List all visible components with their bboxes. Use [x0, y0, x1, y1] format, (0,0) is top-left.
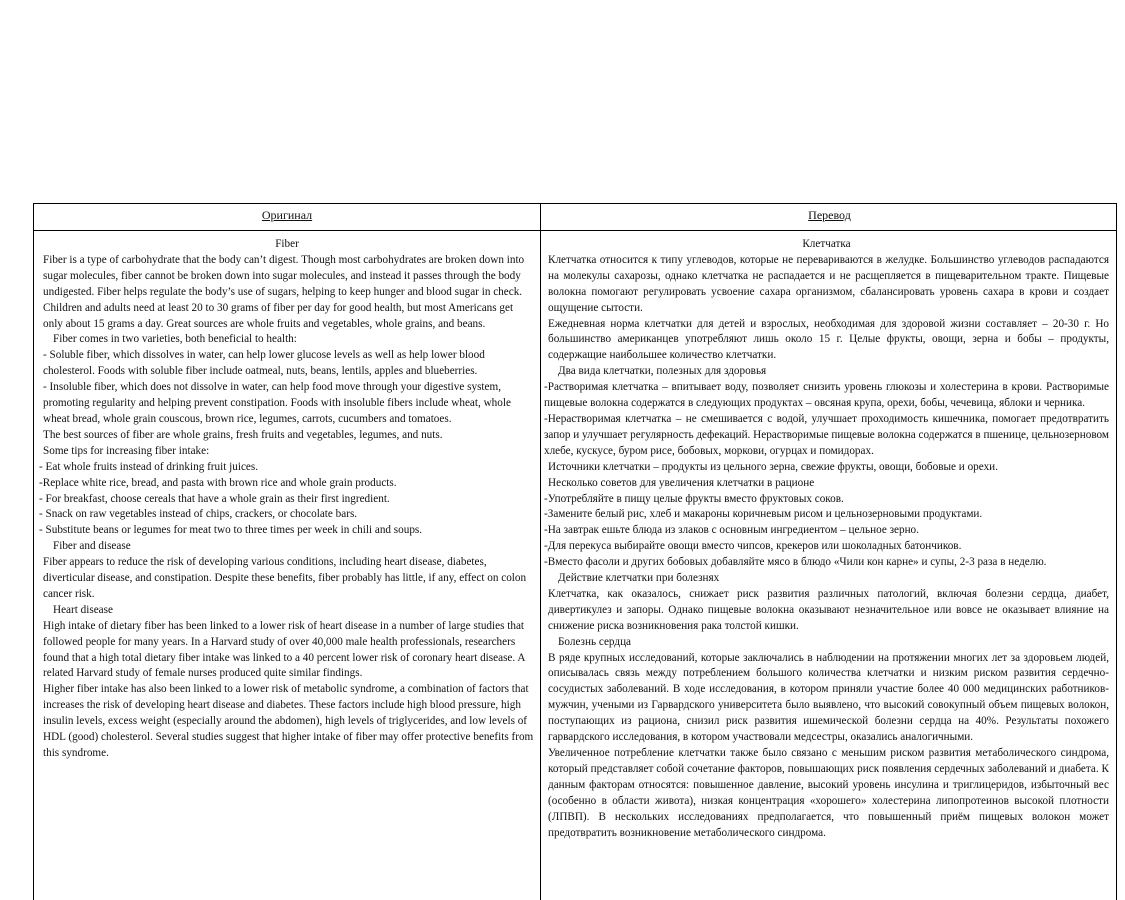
original-list-item: - For breakfast, choose cereals that have a whole grain as their first ingredient.: [39, 492, 390, 505]
original-list-item: - Soluble fiber, which dissolves in water, can help lower glucose levels as well as help lower blood cholesterol. Foods with soluble fiber include oatmeal, nuts, beans, lentils, apples and blueberries.: [43, 349, 485, 378]
translation-list-item: -На завтрак ешьте блюда из злаков с основным ингредиентом – цельное зерно.: [544, 524, 919, 537]
translation-paragraph: Клетчатка, как оказалось, снижает риск развития различных патологий, включая болезни сердца, диабет, дивертикулез и запоры. Однако пищевые волокна оказывают незначительное или вовсе не оказывает влияние на снижение риска возникновения рака толстой кишки.: [548, 587, 1109, 632]
original-list-item: - Eat whole fruits instead of drinking fruit juices.: [39, 460, 259, 473]
translation-list-item: -Нерастворимая клетчатка – не смешивается с водой, улучшает проходимость кишечника, помогает предотвратить запор и улучшает регулярность дефекаций. Нерастворимые пищевые волокна содержатся в пшенице, цельнозерновом хлебе, кускусе, буром рисе, бобовых, моркови, огурцах и помидорах.: [544, 412, 1109, 457]
original-title: Fiber: [275, 238, 299, 250]
translation-paragraph: Ежедневная норма клетчатки для детей и взрослых, необходимая для здоровой жизни составляет – 20-30 г. Но большинство американцев употребляют лишь около 15 г. Целые фрукты, овощи, зерна и бобы – продукты, содержащие наибольшее количество клетчатки.: [548, 317, 1109, 362]
original-list-item: - Substitute beans or legumes for meat two to three times per week in chili and soups.: [39, 524, 423, 537]
translation-subheading: Болезнь сердца: [558, 635, 632, 648]
translation-list-item: -Замените белый рис, хлеб и макароны коричневым рисом и цельнозерновыми продуктами.: [544, 508, 983, 521]
translation-subheading: Действие клетчатки при болезнях: [558, 572, 720, 585]
translation-title: Клетчатка: [802, 238, 851, 250]
header-translation: Перевод: [808, 208, 851, 222]
header-divider: [34, 230, 1116, 231]
original-paragraph: The best sources of fiber are whole grains, fresh fruits and vegetables, legumes, and nuts.: [43, 428, 443, 441]
column-divider: [540, 204, 541, 900]
original-list-item: - Snack on raw vegetables instead of chips, crackers, or chocolate bars.: [39, 508, 358, 521]
translation-paragraph: В ряде крупных исследований, которые заключались в наблюдении на протяжении многих лет за здоровьем людей, описывалась связь между потреблением большого количества клетчатки и низким риском развития сердечно-сосудистых заболеваний. В ходе исследования, в котором приняли участие более 40 000 медицинских работников-мужчин, учеными из Гарвардского университета было выявлено, что высокий совокупный объем пищевых волокон, поступающих из рациона, снизил риск развития ишемической болезни сердца на 40%. Результаты похожего гарвардского исследования, в котором участвовали медсестры, оказались аналогичными.: [548, 651, 1109, 744]
original-paragraph: Higher fiber intake has also been linked to a lower risk of metabolic syndrome, a combination of factors that increases the risk of developing heart disease and diabetes. These factors include high blood pressure, high insulin levels, excess weight (especially around the abdomen), high levels of triglycerides, and low levels of HDL (good) cholesterol. Several studies suggest that higher intake of fiber may offer protective benefits from this syndrome.: [43, 683, 534, 759]
original-subheading: Some tips for increasing fiber intake:: [43, 444, 210, 457]
translation-paragraph: Клетчатка относится к типу углеводов, которые не перевариваются в желудке. Большинство углеводов распадаются на молекулы сахарозы, однако клетчатка не распадается и не расщепляется в пищеварительном тракте. Пищевые волокна помогают регулировать усвоение сахара организмом, сбалансировать уровень сахара в крови и создает ощущение сытости.: [548, 253, 1109, 314]
original-paragraph: High intake of dietary fiber has been linked to a lower risk of heart disease in a number of large studies that followed people for many years. In a Harvard study of over 40,000 male health professionals, researchers found that a high total dietary fiber intake was linked to a 40 percent lower risk of coronary heart disease. A related Harvard study of female nurses produced quite similar findings.: [43, 619, 525, 680]
translation-paragraph: Источники клетчатки – продукты из цельного зерна, свежие фрукты, овощи, бобовые и орехи.: [548, 460, 998, 473]
original-subheading: Fiber and disease: [53, 540, 131, 553]
translation-subheading: Два вида клетчатки, полезных для здоровья: [558, 365, 767, 378]
original-column: [39, 237, 535, 900]
translation-list-item: -Растворимая клетчатка – впитывает воду, позволяет снизить уровень глюкозы и холестерина в крови. Растворимые пищевые волокна содержатся в следующих продуктах – овсяная крупа, орехи, бобы, чечевица, яблоки и черника.: [544, 381, 1109, 410]
header-original: Оригинал: [261, 208, 313, 222]
document-table: [33, 203, 1117, 900]
translation-subheading: Несколько советов для увеличения клетчатки в рационе: [548, 476, 815, 489]
original-paragraph: Fiber is a type of carbohydrate that the body can’t digest. Though most carbohydrates are broken down into sugar molecules, fiber cannot be broken down into sugar molecules, and instead it passes through the body undigested. Fiber helps regulate the body’s use of sugars, helping to keep hunger and blood sugar in check.: [43, 253, 525, 298]
original-paragraph: Fiber appears to reduce the risk of developing various conditions, including heart disease, diabetes, diverticular disease, and constipation. Despite these benefits, fiber probably has little, if any, effect on colon cancer risk.: [43, 556, 527, 600]
original-paragraph: Children and adults need at least 20 to 30 grams of fiber per day for good health, but most Americans get only about 15 grams a day. Great sources are whole fruits and vegetables, whole grains, and beans.: [43, 301, 514, 330]
original-list-item: - Insoluble fiber, which does not dissolve in water, can help food move through your digestive system, promoting regularity and helping prevent constipation. Foods with insoluble fibers include wheat, whole wheat bread, whole grain couscous, brown rice, legumes, carrots, cucumbers and tomatoes.: [43, 381, 511, 425]
translation-paragraph: Увеличенное потребление клетчатки также было связано с меньшим риском развития метаболического синдрома, который представляет собой сочетание факторов, повышающих риск появления сердечных заболеваний и диабета. К данным факторам относятся: повышенное давление, высокий уровень инсулина и триглицеридов, избыточный вес (особенно в области живота), низкая концентрация «хорошего» холестерина липопротеинов высокой плотности (ЛПВП). В нескольких исследованиях предполагается, что повышенный приём пищевых волокон может предотвратить возникновение метаболического синдрома.: [548, 747, 1109, 839]
translation-list-item: -Для перекуса выбирайте овощи вместо чипсов, крекеров или шоколадных батончиков.: [544, 540, 962, 553]
original-subheading: Fiber comes in two varieties, both beneficial to health:: [53, 333, 297, 346]
original-subheading: Heart disease: [53, 603, 113, 616]
translation-list-item: -Употребляйте в пищу целые фрукты вместо фруктовых соков.: [544, 492, 844, 505]
translation-list-item: -Вместо фасоли и других бобовых добавляйте мясо в блюдо «Чили кон карне» и супы, 2-3 раза в неделю.: [544, 556, 1047, 569]
original-list-item: -Replace white rice, bread, and pasta with brown rice and whole grain products.: [39, 476, 397, 489]
translation-column: [544, 237, 1109, 900]
